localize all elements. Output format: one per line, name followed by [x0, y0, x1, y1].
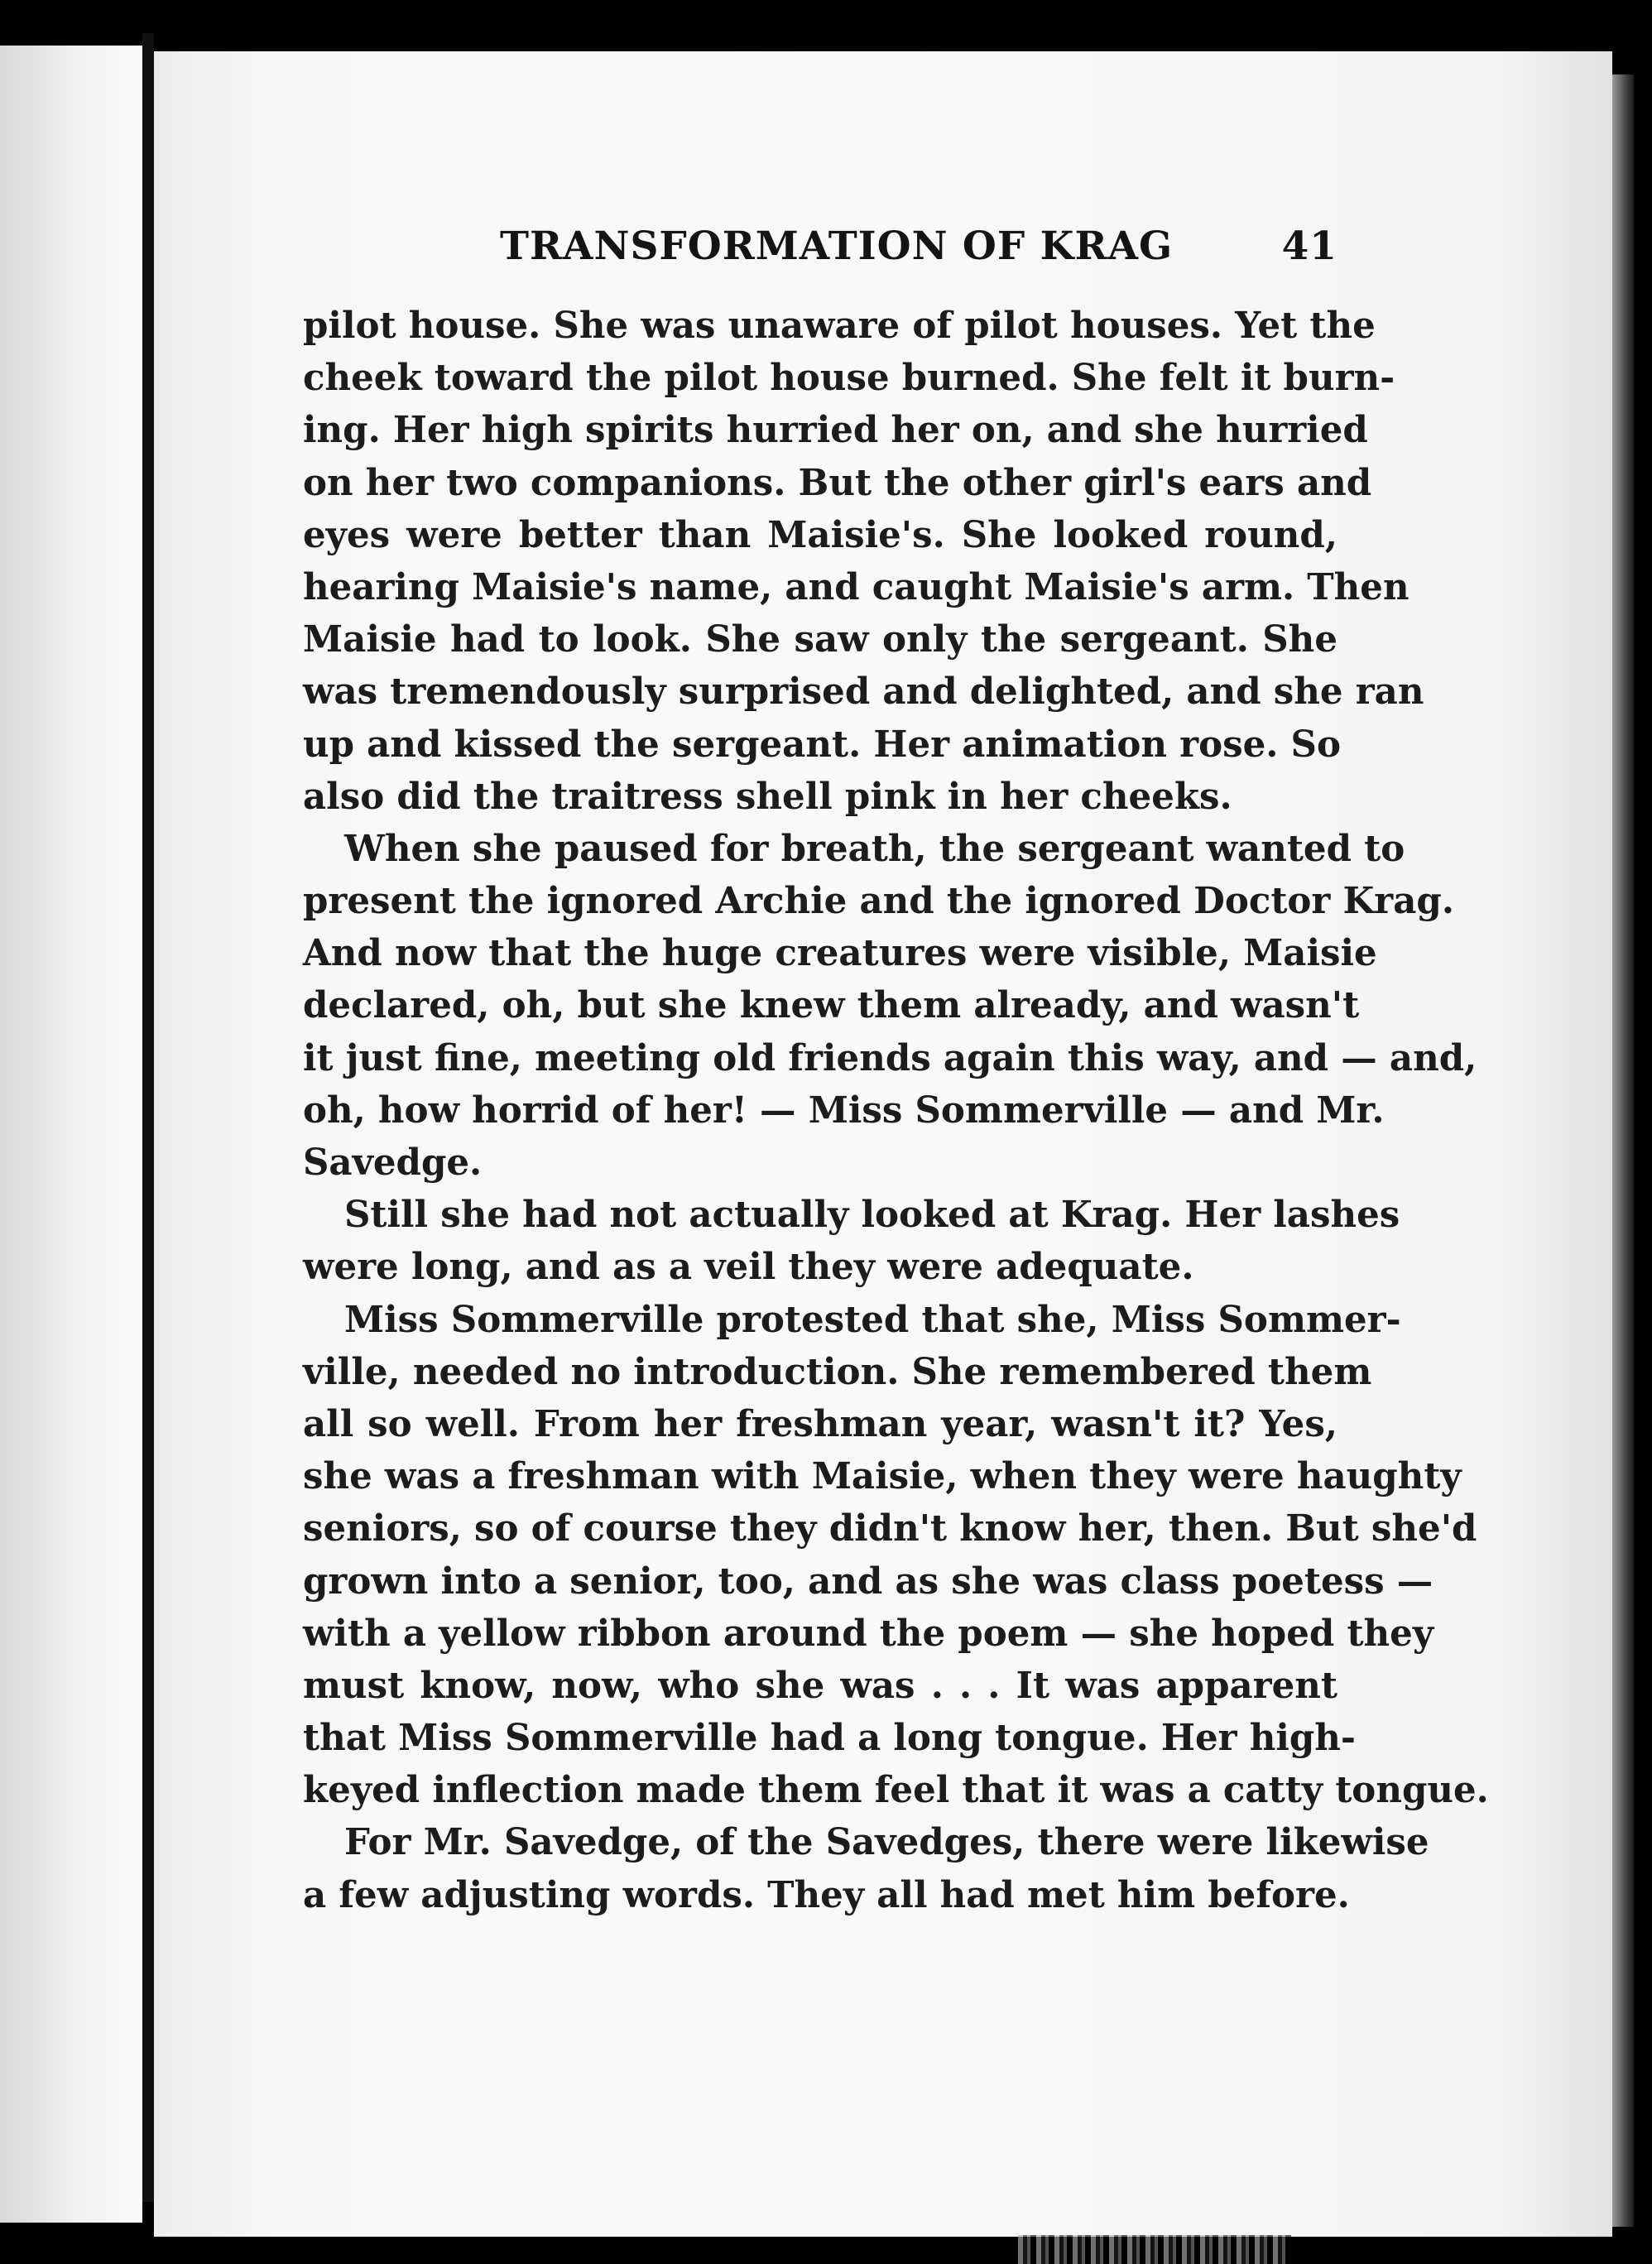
text-line: was tremendously surprised and delighted, and she ran — [303, 671, 1424, 714]
text-line: Miss Sommerville protested that she, Miss Sommer- — [344, 1298, 1401, 1341]
scan-artifact — [1018, 2235, 1291, 2264]
text-line: were long, and as a veil they were adequate. — [303, 1246, 1194, 1289]
text-line: up and kissed the sergeant. Her animation rose. So — [303, 723, 1341, 766]
page-number: 41 — [1281, 224, 1337, 269]
text-line: must know, now, who she was . . . It was apparent — [303, 1664, 1337, 1707]
text-line: When she paused for breath, the sergeant wanted to — [344, 827, 1405, 870]
page-header — [303, 224, 1337, 273]
text-line: Savedge. — [303, 1142, 483, 1184]
text-line: Still she had not actually looked at Krag. Her lashes — [344, 1194, 1400, 1237]
running-title: TRANSFORMATION OF KRAG — [500, 224, 1174, 269]
facing-page-edge — [0, 46, 142, 2223]
text-line: present the ignored Archie and the ignored Doctor Krag. — [303, 880, 1454, 923]
text-line: eyes were better than Maisie's. She looked round, — [303, 513, 1337, 556]
text-line: For Mr. Savedge, of the Savedges, there were likewise — [344, 1821, 1429, 1864]
text-line: ing. Her high spirits hurried her on, and she hurried — [303, 409, 1368, 452]
body-text — [303, 300, 1489, 1921]
text-line: seniors, so of course they didn't know her, then. But she'd — [303, 1507, 1477, 1550]
text-line: that Miss Sommerville had a long tongue. Her high- — [303, 1717, 1356, 1760]
text-line: oh, how horrid of her! — Miss Sommerville — and Mr. — [303, 1089, 1385, 1132]
text-line: Maisie had to look. She saw only the sergeant. She — [303, 618, 1337, 661]
book-gutter — [142, 33, 154, 2202]
text-line: declared, oh, but she knew them already, and wasn't — [303, 984, 1360, 1027]
text-line: with a yellow ribbon around the poem — she hoped they — [303, 1612, 1434, 1655]
text-line: pilot house. She was unaware of pilot houses. Yet the — [303, 305, 1376, 347]
text-line: also did the traitress shell pink in her cheeks. — [303, 775, 1232, 818]
text-line: grown into a senior, too, and as she was class poetess — — [303, 1560, 1433, 1603]
text-line: keyed inflection made them feel that it was a catty tongue. — [303, 1769, 1489, 1812]
text-line: a few adjusting words. They all had met him before. — [303, 1873, 1350, 1916]
text-line: And now that the huge creatures were visible, Maisie — [303, 932, 1377, 975]
text-line: she was a freshman with Maisie, when they were haughty — [303, 1455, 1462, 1498]
text-line: hearing Maisie's name, and caught Maisie's arm. Then — [303, 565, 1409, 608]
text-line: all so well. From her freshman year, wasn't it? Yes, — [303, 1402, 1337, 1445]
text-line: cheek toward the pilot house burned. She felt it burn- — [303, 357, 1395, 400]
text-line: on her two companions. But the other girl's ears and — [303, 461, 1372, 504]
text-line: it just fine, meeting old friends again this way, and — and, — [303, 1036, 1477, 1079]
page-right-edge — [1612, 75, 1634, 2227]
text-line: ville, needed no introduction. She remembered them — [303, 1350, 1372, 1393]
